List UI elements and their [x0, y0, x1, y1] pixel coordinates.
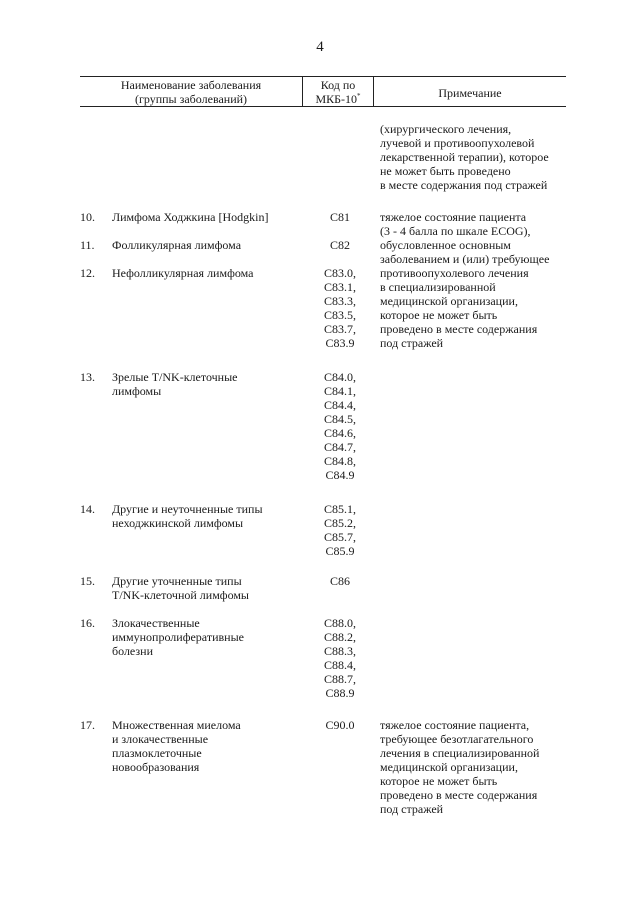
row-number: 17. [80, 718, 95, 732]
header-name-column: Наименование заболевания (группы заболеваний) [120, 78, 262, 106]
header-note-column: Примечание [438, 86, 502, 100]
row-number: 12. [80, 266, 95, 280]
page-number: 4 [316, 39, 324, 55]
icd-codes: C86 [329, 574, 350, 588]
disease-name: Множественная миелома и злокачественные плазмоклеточные новообразования [112, 718, 241, 774]
note-row-17: тяжелое состояние пациента, требующее безотлагательного лечения в специализированной медицинской организации, которое не может быть проведено в месте содержания под стражей [380, 718, 540, 816]
continuation-note: (хирургического лечения, лучевой и противоопухолевой лекарственной терапии), которое не может быть проведено в месте содержания под стражей [380, 122, 549, 192]
header-code-label: Код по МКБ-10 [315, 78, 358, 106]
icd-codes: C83.0, C83.1, C83.3, C83.5, C83.7, C83.9 [323, 266, 356, 350]
header-code-footnote-mark: * [357, 92, 361, 100]
icd-codes: C84.0, C84.1, C84.4, C84.5, C84.6, C84.7, C84.8, C84.9 [323, 370, 356, 482]
icd-codes: C82 [329, 238, 350, 252]
row-number: 15. [80, 574, 95, 588]
row-number: 14. [80, 502, 95, 516]
header-top-rule [80, 76, 566, 77]
disease-name: Нефолликулярная лимфома [112, 266, 254, 280]
disease-name: Злокачественные иммунопролиферативные болезни [112, 616, 244, 658]
header-code-column [303, 78, 373, 106]
disease-name: Зрелые T/NK-клеточные лимфомы [112, 370, 238, 398]
disease-name: Лимфома Ходжкина [Hodgkin] [112, 210, 269, 224]
row-number: 13. [80, 370, 95, 384]
header-bottom-rule [80, 106, 566, 107]
icd-codes: C81 [329, 210, 350, 224]
disease-name: Другие и неуточненные типы неходжкинской лимфомы [112, 502, 263, 530]
note-group-10-16: тяжелое состояние пациента (3 - 4 балла по шкале ECOG), обусловленное основным заболеванием и (или) требующее противоопухолевого лечения в специализированной медицинской организации, которое не может быть проведено в месте содержания под стражей [380, 210, 550, 350]
icd-codes: C88.0, C88.2, C88.3, C88.4, C88.7, C88.9 [323, 616, 356, 700]
row-number: 16. [80, 616, 95, 630]
icd-codes: C85.1, C85.2, C85.7, C85.9 [323, 502, 356, 558]
row-number: 10. [80, 210, 95, 224]
disease-name: Другие уточненные типы T/NK-клеточной лимфомы [112, 574, 249, 602]
disease-name: Фолликулярная лимфома [112, 238, 242, 252]
icd-codes: C90.0 [325, 718, 355, 732]
row-number: 11. [80, 238, 95, 252]
